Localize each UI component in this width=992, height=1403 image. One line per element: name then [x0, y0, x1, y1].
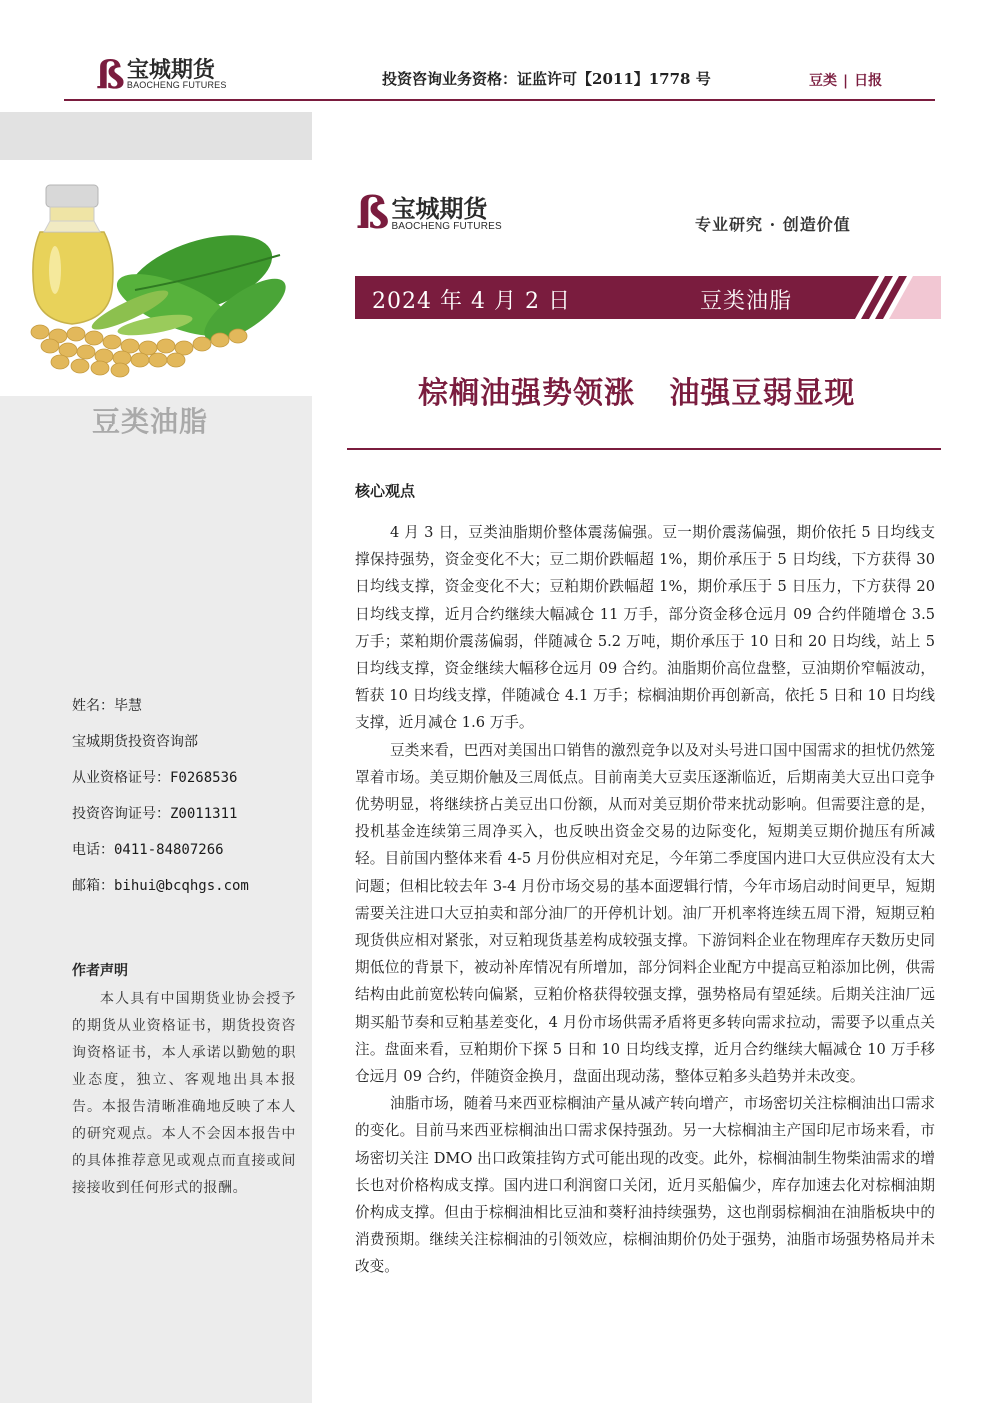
- cover-logo: [356, 188, 502, 239]
- oil-jar-soybean-illustration: [0, 160, 312, 396]
- author-qualification-no: 从业资格证号：F0268536: [72, 770, 238, 786]
- logo-b-mark: ß: [96, 52, 125, 97]
- sidebar-sector-title: 豆类油脂: [92, 405, 209, 438]
- body-paragraph: 豆类来看，巴西对美国出口销售的激烈竞争以及对头号进口国中国需求的担忧仍然笼罩着市场。美豆期价触及三周低点。目前南美大豆卖压逐渐临近，后期南美大豆出口竞争优势明显，将继续挤占美豆出口份额，从而对美豆期价带来扰动影响。但需要注意的是，投机基金连续第三周净买入，也反映出资金交易的边际变化，短期美豆期价抛压有所减轻。目前国内整体来看 4-5 月份供应相对充足，今年第二季度国内进口大豆供应没有太大问题；但相比较去年 3-4 月份市场交易的基本面逻辑行情，今年市场启动时间更早，短期需要关注进口大豆拍卖和部分油厂的开停机计划。油厂开机率将连续五周下滑，短期豆粕现货供应相对紧张，对豆粕现货基差构成较强支撑。下游饲料企业在物理库存天数历史同期低位的背景下，被动补库情况有所增加，部分饲料企业配方中提高豆粕添加比例，供需结构由此前宽松转向偏紧，豆粕价格获得较强支撑，强势格局有望延续。后期关注油厂远期买船节奏和豆粕基差变化，4 月份市场供需矛盾将更多转向需求拉动，需要予以重点关注。盘面来看，豆粕期价下探 5 日和 10 日均线支撑，近月合约继续大幅减仓 10 万手移仓远月 09 合约，伴随资金换月，盘面出现动荡，整体豆粕多头趋势并未改变。: [355, 741, 935, 1086]
- cover-logo-cn: 宝城期货: [391, 193, 488, 223]
- core-view-body: [355, 519, 935, 1281]
- report-sector: 豆类油脂: [700, 289, 793, 314]
- header-logo: [96, 52, 227, 97]
- header-rule: [64, 99, 935, 101]
- author-department: 宝城期货投资咨询部: [72, 734, 198, 750]
- headline-rule: [347, 448, 941, 450]
- author-consulting-no: 投资咨询证号：Z0011311: [72, 806, 238, 822]
- header-logo-cn: 宝城期货: [126, 57, 215, 84]
- author-phone: 电话：0411-84807266: [72, 842, 224, 858]
- report-headline: 棕榈油强势领涨 油强豆弱显现: [418, 376, 856, 411]
- author-email: 邮箱：bihui@bcqhgs.com: [72, 878, 249, 894]
- header-category: 豆类: [809, 73, 837, 89]
- cover-slogan: 专业研究 · 创造价值: [695, 215, 851, 234]
- body-paragraph: 油脂市场，随着马来西亚棕榈油产量从减产转向增产，市场密切关注棕榈油出口需求的变化。目前马来西亚棕榈油出口需求保持强劲。另一大棕榈油主产国印尼市场来看，市场密切关注 DMO 出口政策挂钩方式可能出现的改变。此外，棕榈油制生物柴油需求的增长也对价格构成支撑。国内进口利润窗口关闭，近月买船偏少，库存加速去化对棕榈油期价构成支撑。但由于棕榈油相比豆油和葵籽油持续强势，这也削弱棕榈油在油脂板块中的消费预期。继续关注棕榈油的引领效应，棕榈油期价仍处于强势，油脂市场强势格局并未改变。: [355, 1095, 935, 1276]
- cover-logo-en: BAOCHENG FUTURES: [391, 220, 502, 232]
- banner-stripe-decoration: [835, 276, 941, 319]
- report-date: 2024 年 4 月 2 日: [372, 289, 571, 314]
- declaration-body: 本人具有中国期货业协会授予的期货从业资格证书，期货投资咨询资格证书，本人承诺以勤勉的职业态度，独立、客观地出具本报告。本报告清晰准确地反映了本人的研究观点。本人不会因本报告中的具体推荐意见或观点而直接或间接接收到任何形式的报酬。: [72, 991, 296, 1196]
- sidebar-top-band: [0, 112, 312, 160]
- header-logo-en: BAOCHENG FUTURES: [126, 80, 227, 91]
- body-paragraph: 4 月 3 日，豆类油脂期价整体震荡偏强。豆一期价震荡偏强，期价依托 5 日均线支撑保持强势，资金变化不大；豆二期价跌幅超 1%，期价承压于 5 日均线，下方获得 30 日均线支撑，资金变化不大；豆粕期价跌幅超 1%，期价承压于 5 日压力，下方获得 20 日均线支撑，近月合约继续大幅减仓 11 万手，部分资金移仓远月 09 合约伴随增仓 3.5 万手；菜粕期价震荡偏弱，伴随减仓 5.2 万吨，期价承压于 10 日和 20 日均线，站上 5 日均线支撑，资金继续大幅移仓远月 09 合约。油脂期价高位盘整，豆油期价窄幅波动，暂获 10 日均线支撑，伴随减仓 4.1 万手；棕榈油期价再创新高，依托 5 日和 10 日均线支撑，近月减仓 1.6 万手。: [355, 524, 935, 732]
- author-info: [72, 688, 302, 904]
- license-text: 投资咨询业务资格：证监许可【2011】1778 号: [382, 70, 711, 88]
- author-name: 姓名：毕慧: [72, 698, 142, 714]
- cover-photo: [0, 160, 312, 396]
- header-separator: |: [843, 73, 849, 89]
- header-report-tag: [806, 70, 885, 90]
- core-view-title: 核心观点: [355, 482, 416, 500]
- cover-logo-b-mark: ß: [356, 188, 390, 239]
- declaration-title: 作者声明: [72, 963, 128, 979]
- header-report-type: 日报: [854, 73, 883, 89]
